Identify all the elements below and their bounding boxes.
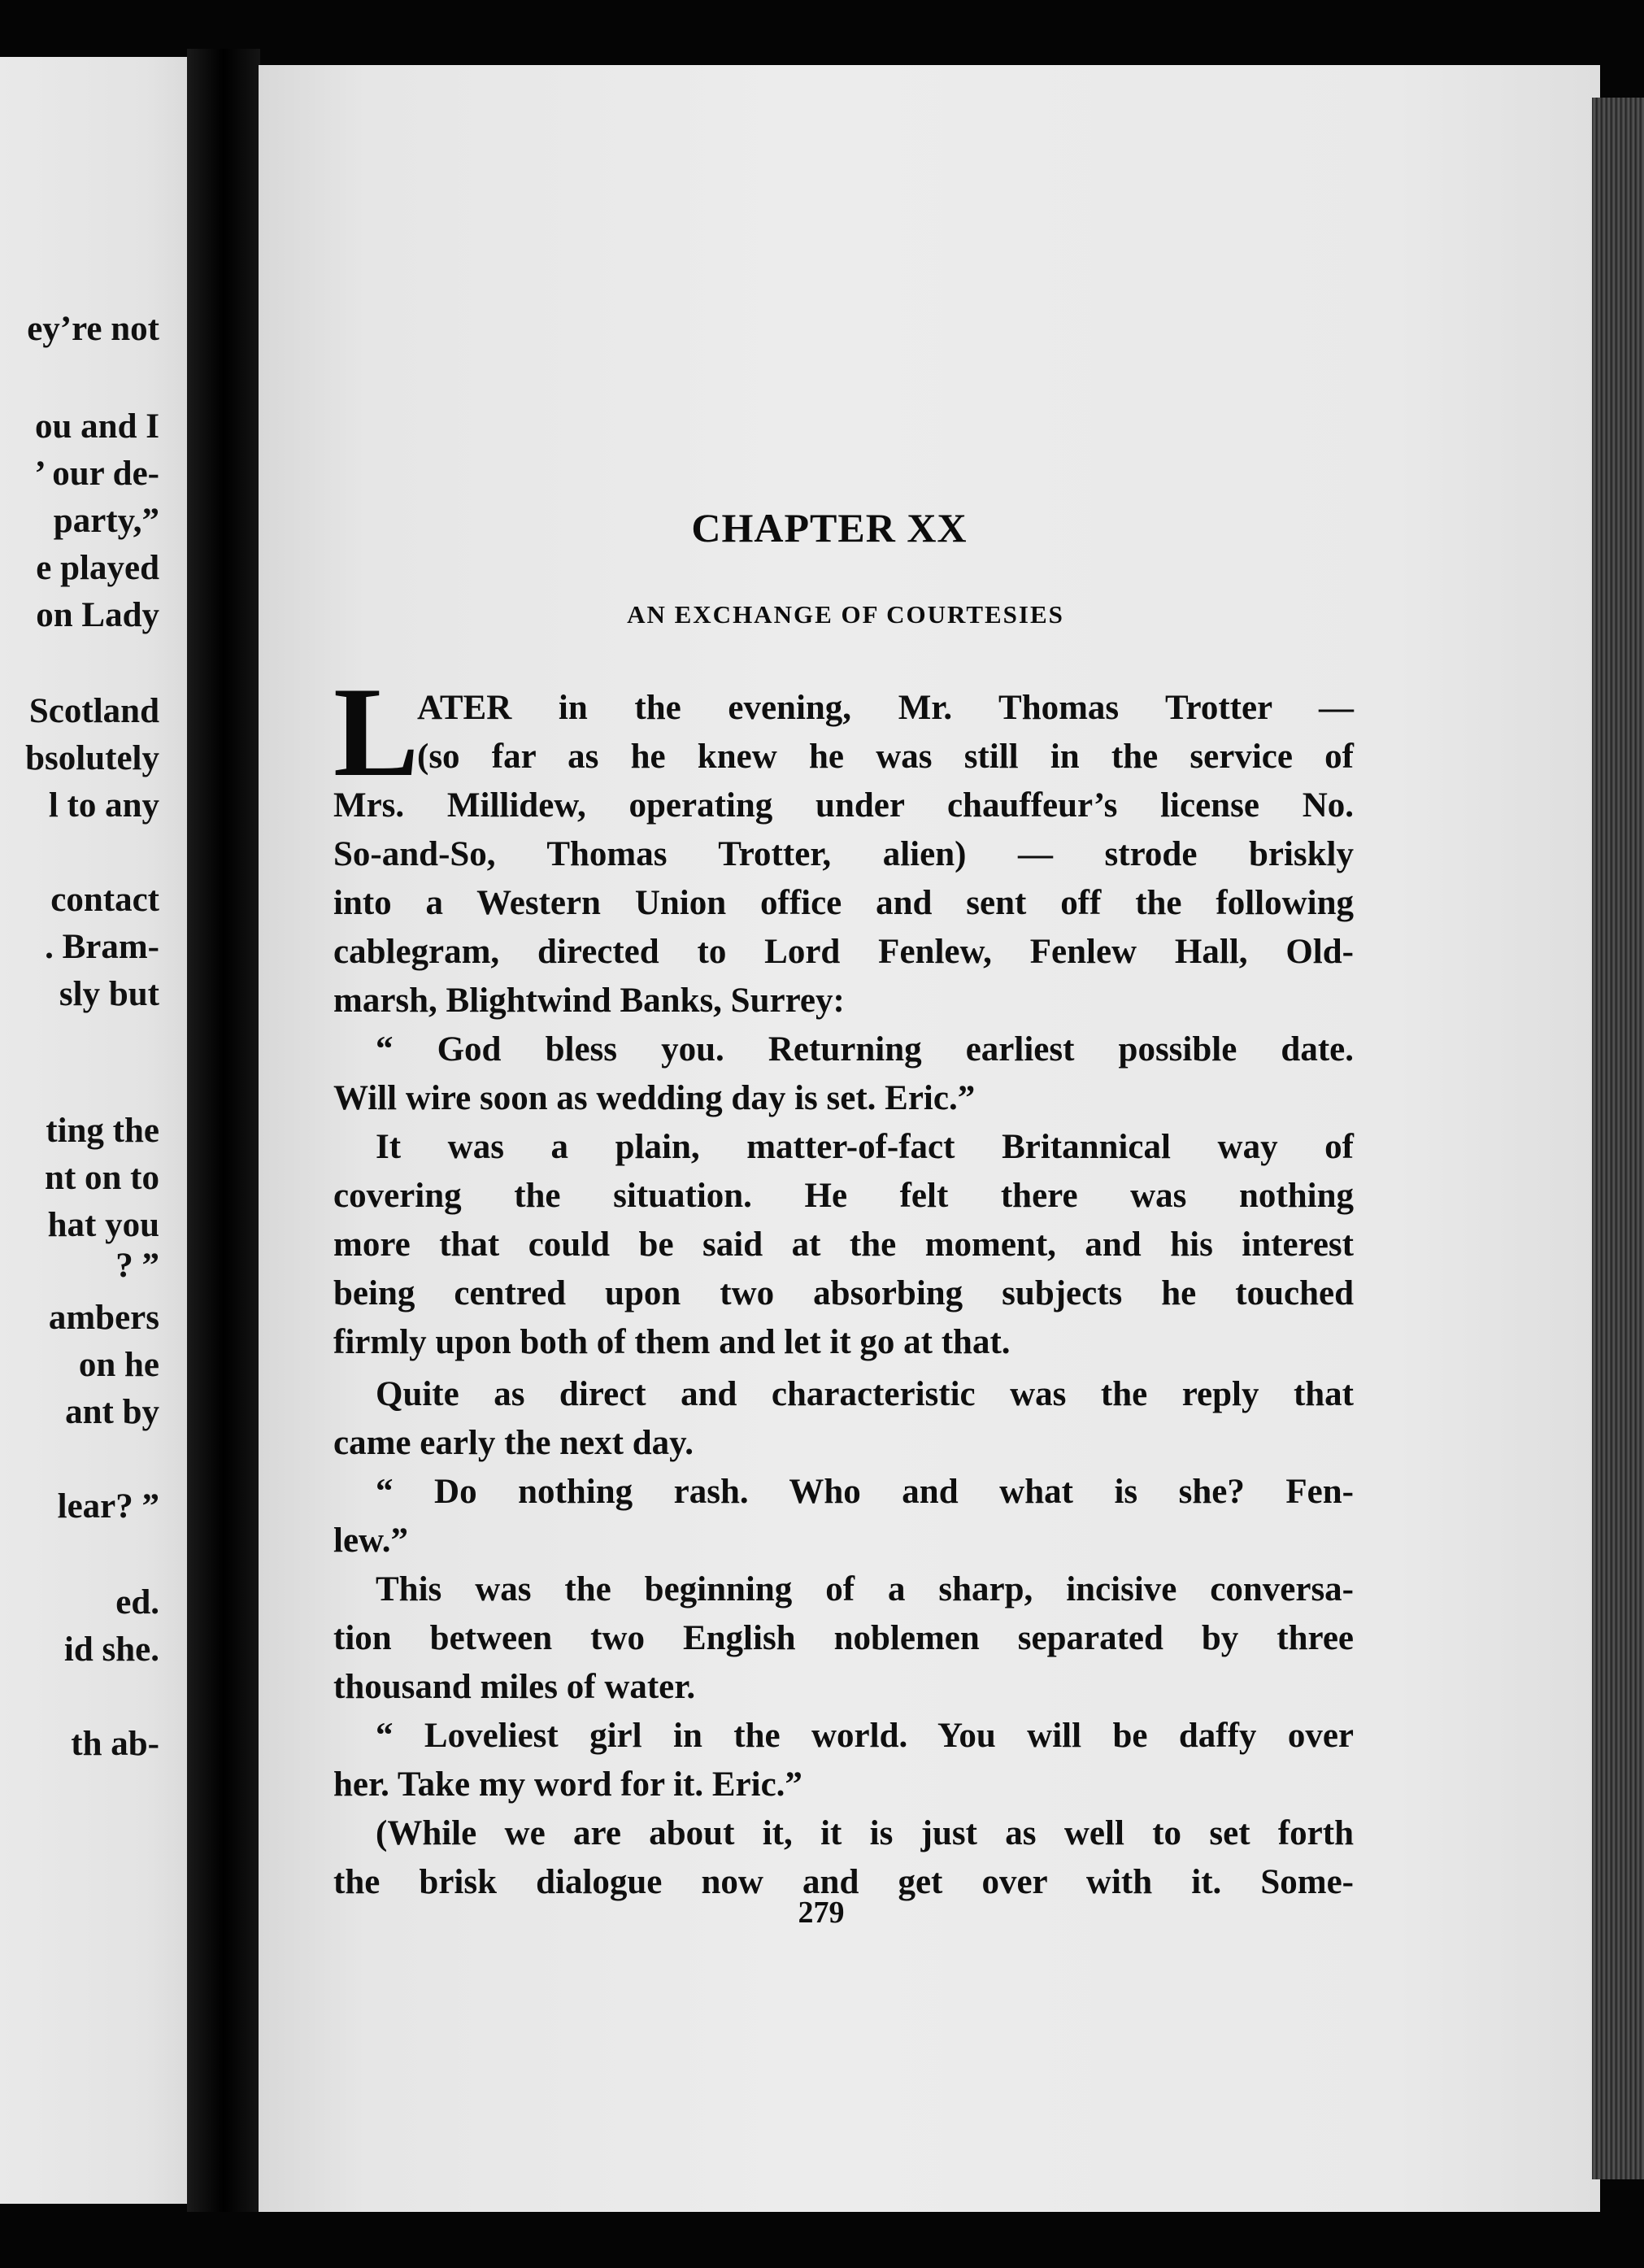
left-text-fragment: ’ our de- (34, 455, 159, 493)
body-line: So-and-So, Thomas Trotter, alien) — strode briskly (333, 835, 1354, 873)
body-line: firmly upon both of them and let it go at that. (333, 1323, 1011, 1361)
body-line: “ Do nothing rash. Who and what is she? Fen- (376, 1473, 1354, 1511)
left-text-fragment: th ab- (71, 1725, 159, 1763)
left-text-fragment: . Bram- (45, 928, 159, 966)
body-line: “ God bless you. Returning earliest possible date. (376, 1030, 1354, 1069)
body-line: (While we are about it, it is just as well to set forth (376, 1814, 1354, 1852)
body-line: lew.” (333, 1521, 408, 1560)
left-text-fragment: ambers (48, 1299, 159, 1337)
chapter-subtitle: AN EXCHANGE OF COURTESIES (627, 600, 1064, 629)
body-line: It was a plain, matter-of-fact Britannical way of (376, 1128, 1354, 1166)
left-text-fragment: ed. (115, 1583, 159, 1622)
body-line: tion between two English noblemen separated by three (333, 1619, 1354, 1657)
left-text-fragment: ant by (65, 1393, 159, 1431)
drop-cap: L (333, 661, 420, 803)
body-line: marsh, Blightwind Banks, Surrey: (333, 982, 845, 1020)
left-text-fragment: ting the (46, 1112, 159, 1150)
left-text-fragment: id she. (63, 1630, 159, 1669)
body-line: thousand miles of water. (333, 1668, 696, 1706)
left-text-fragment: ou and I (35, 407, 159, 446)
left-text-fragment: ey’re not (27, 310, 159, 348)
body-line: into a Western Union office and sent off the following (333, 884, 1354, 922)
chapter-title: CHAPTER XX (691, 505, 968, 551)
page-number: 279 (798, 1896, 845, 1930)
left-text-fragment: sly but (59, 975, 159, 1013)
left-text-fragment: l to any (48, 786, 159, 825)
body-line: “ Loveliest girl in the world. You will be daffy over (376, 1717, 1354, 1755)
left-text-fragment: Scotland (28, 692, 159, 730)
left-text-fragment: contact (50, 881, 159, 919)
page-edges (1592, 98, 1644, 2179)
left-text-fragment: bsolutely (25, 739, 159, 777)
body-line: came early the next day. (333, 1424, 694, 1462)
body-line: This was the beginning of a sharp, incisive conversa- (376, 1570, 1354, 1608)
body-line: Mrs. Millidew, operating under chauffeur’s license No. (333, 786, 1354, 825)
body-line: (so far as he knew he was still in the service of (417, 738, 1354, 776)
body-line: covering the situation. He felt there was nothing (333, 1177, 1354, 1215)
left-text-fragment: lear? ” (57, 1487, 159, 1526)
body-line: being centred upon two absorbing subjects he touched (333, 1274, 1354, 1312)
body-line: ATER in the evening, Mr. Thomas Trotter — (417, 689, 1354, 727)
body-line: Quite as direct and characteristic was the reply that (376, 1375, 1354, 1413)
left-text-fragment: party,” (53, 502, 159, 540)
body-line: Will wire soon as wedding day is set. Eric.” (333, 1079, 976, 1117)
left-text-fragment: on he (78, 1346, 159, 1384)
book-gutter (187, 49, 260, 2212)
left-text-fragment: ? ” (115, 1247, 159, 1285)
left-text-fragment: e played (36, 549, 159, 587)
body-line: more that could be said at the moment, and his interest (333, 1225, 1354, 1264)
body-line: her. Take my word for it. Eric.” (333, 1765, 802, 1804)
body-line: the brisk dialogue now and get over with it. Some- (333, 1863, 1354, 1901)
left-text-fragment: hat you (47, 1206, 159, 1244)
body-line: cablegram, directed to Lord Fenlew, Fenlew Hall, Old- (333, 933, 1354, 971)
left-text-fragment: nt on to (45, 1159, 159, 1197)
left-text-fragment: on Lady (36, 596, 159, 634)
